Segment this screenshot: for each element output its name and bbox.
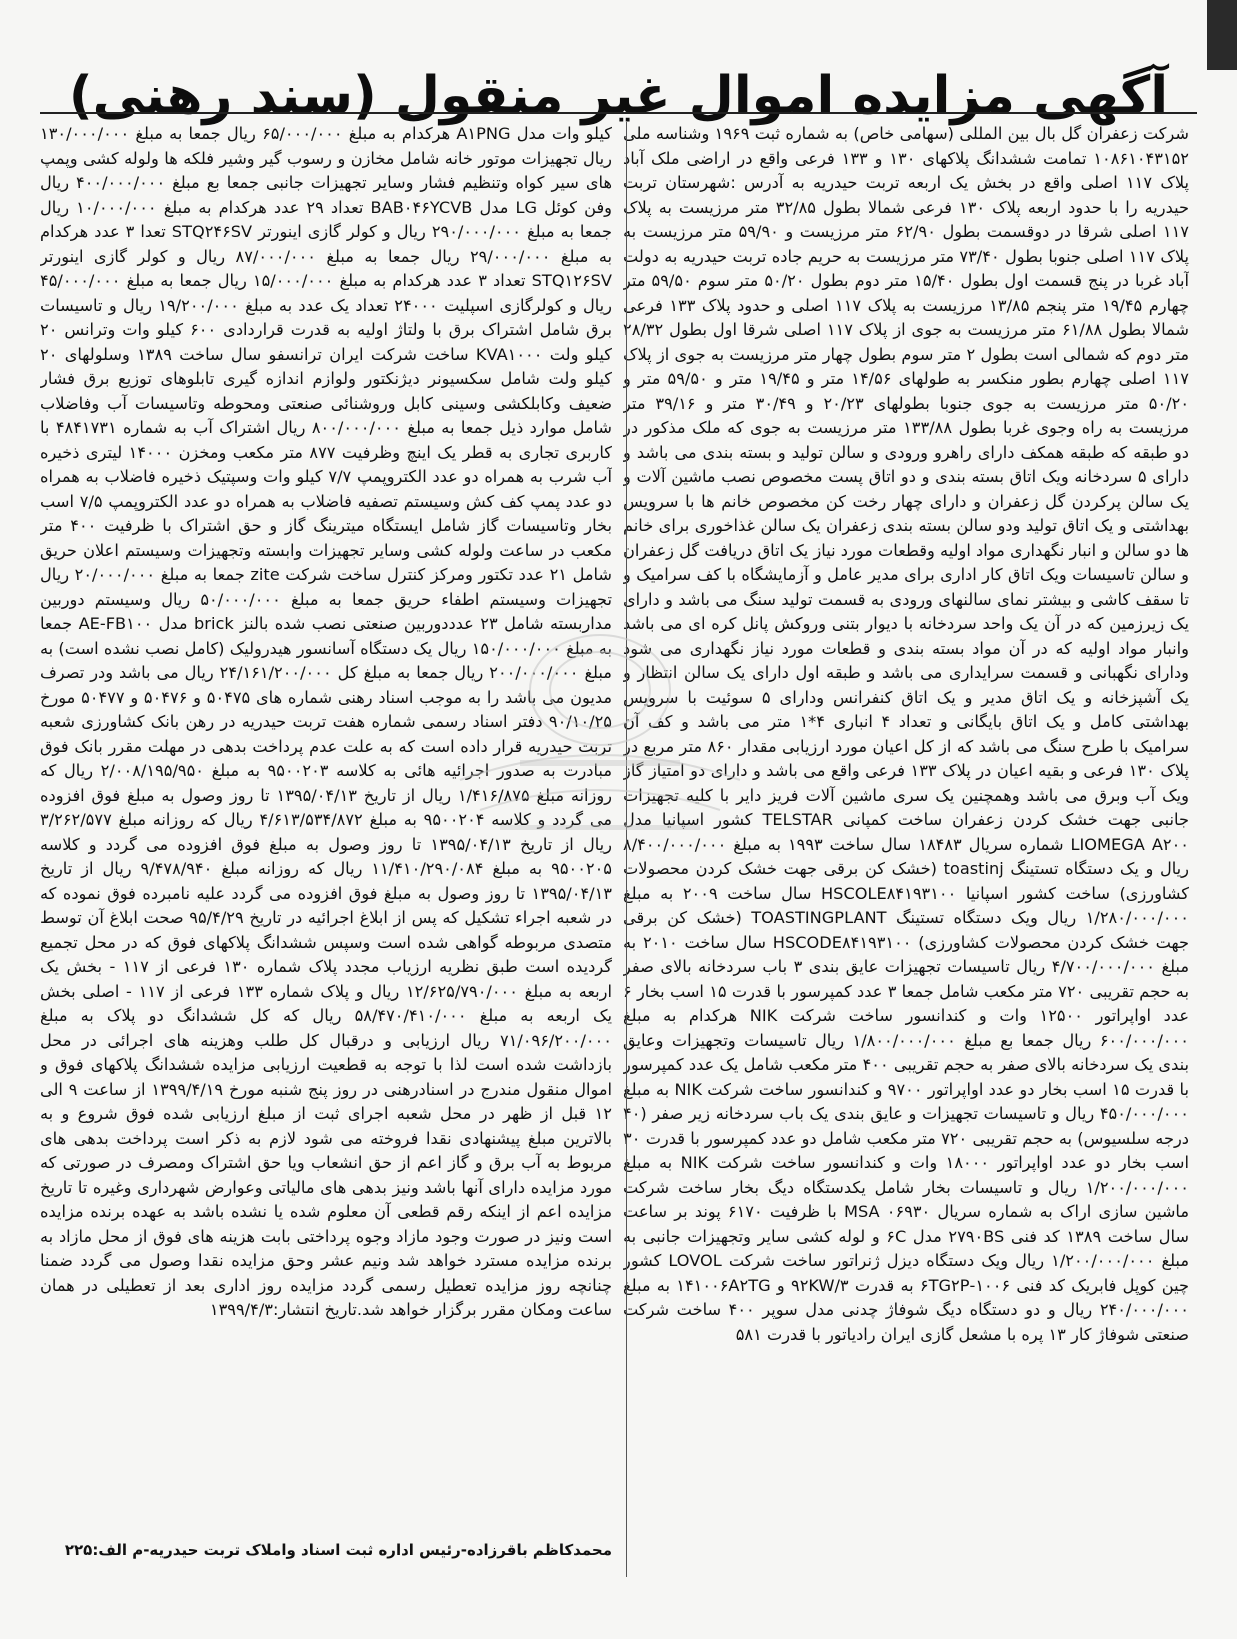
- notice-body-left: کیلو وات مدل A۱PNG هرکدام به مبلغ ۶۵/۰۰۰/۰۰۰ ریال جمعا به مبلغ ۱۳۰/۰۰۰/۰۰۰ ریال تجهیزات موتور خانه شامل مخازن و رسوب گیر وشیر فلکه ها ولوله کشی وپمپ های سیر کواه وتنظیم فشار وسایر تجهیزات جانبی جمعا بع مبلغ ۴۰۰/۰۰۰/۰۰۰ ریال وفن کوئل LG مدل BAB۰۴۶YCVB تعداد ۲۹ عدد هرکدام به مبلغ ۱۰/۰۰۰/۰۰۰ ریال جمعا به مبلغ ۲۹۰/۰۰۰/۰۰۰ ریال و کولر گازی اینورتر STQ۲۴۶SV تعدا ۳ عدد هرکدام به مبلغ ۲۹/۰۰۰/۰۰۰ ریال جمعا به مبلغ ۸۷/۰۰۰/۰۰۰ ریال و کولر گازی اینورتر STQ۱۲۶SV تعداد ۳ عدد هرکدام به مبلغ ۱۵/۰۰۰/۰۰۰ ریال جمعا به مبلغ ۴۵/۰۰۰/۰۰۰ ریال و کولرگازی اسپلیت ۲۴۰۰۰ تعداد یک عدد به مبلغ ۱۹/۲۰۰/۰۰۰ ریال و تاسیسات برق شامل اشتراک برق با ولتاژ اولیه به قدرت قراردادی ۶۰۰ کیلو وات وترانس ۲۰ کیلو ولت KVA۱۰۰۰ ساخت شرکت ایران ترانسفو سال ساخت ۱۳۸۹ وسلولهای ۲۰ کیلو ولت شامل سکسیونر دیژنکتور ولوازم اندازه گیری تابلوهای توزیع برق فشار ضعیف وکابلکشی وسینی کابل وروشنائی صنعتی ومحوطه وتاسیسات آب وفاضلاب شامل موارد ذیل جمعا به مبلغ ۸۰۰/۰۰۰/۰۰۰ ریال اشتراک آب به شماره ۴۸۴۱۷۳۱ با کاربری تجاری به قطر یک اینچ وظرفیت ۸۷۷ متر مکعب ومخزن ۱۴۰۰۰ لیتری ذخیره آب شرب به همراه دو عدد الکتروپمپ ۷/۷ کیلو وات وسپتیک ذخیره فاضلاب به همراه دو عدد پمپ کف کش وسیستم تصفیه فاضلاب به همراه دو عدد الکتروپمپ ۷/۵ اسب بخار وتاسیسات گاز شامل ایستگاه میترینگ گاز و حق اشتراک با ظرفیت ۴۰۰ متر مکعب در ساعت ولوله کشی وسایر تجهیزات وابسته وتجهیزات وسیستم اعلان حریق شامل ۲۱ عدد تکتور ومرکز کنترل ساخت شرکت zite جمعا به مبلغ ۲۰/۰۰۰/۰۰۰ ریال تجهیزات وسیستم اطفاء حریق جمعا به مبلغ ۵۰/۰۰۰/۰۰۰ ریال وسیستم دوربین مداربسته شامل ۲۳ عدددوربین صنعتی نصب شده بالنز brick مدل AE-FB۱۰۰ جمعا به مبلغ ۱۵۰/۰۰۰/۰۰۰ ریال یک دستگاه آسانسور هیدرولیک (کامل نصب نشده است) به مبلغ ۲۰۰/۰۰۰/۰۰۰ ریال جمعا به مبلغ کل ۲۴/۱۶۱/۲۰۰/۰۰۰ ریال می باشد ودر تصرف مدیون می باشد را به موجب اسناد رهنی شماره های ۵۰۴۷۵ و ۵۰۴۷۶ و ۵۰۴۷۷ مورخ ۹۰/۱۰/۲۵ دفتر اسناد رسمی شماره هفت تربت حیدریه در رهن بانک کشاورزی شعبه تربت حیدریه قرار داده است که به علت عدم پرداخت بدهی در مهلت مقرر بانک فوق مبادرت به صدور اجرائیه هائی به کلاسه ۹۵۰۰۲۰۳ به مبلغ ۲/۰۰۸/۱۹۵/۹۵۰ ریال که روزانه مبلغ ۱/۴۱۶/۸۷۵ ریال از تاریخ ۱۳۹۵/۰۴/۱۳ تا روز وصول به مبلغ فوق افزوده می گردد و کلاسه ۹۵۰۰۲۰۴ به مبلغ ۴/۶۱۳/۵۳۴/۸۷۲ ریال که روزانه مبلغ ۳/۲۶۲/۵۷۷ ریال از تاریخ ۱۳۹۵/۰۴/۱۳ تا روز وصول به مبلغ فوق افزوده می گردد و کلاسه ۹۵۰۰۲۰۵ به مبلغ ۱۱/۴۱۰/۲۹۰/۰۸۴ ریال که روزانه مبلغ ۹/۴۷۸/۹۴۰ ریال از تاریخ ۱۳۹۵/۰۴/۱۳ تا روز وصول به مبلغ فوق افزوده می گردد علیه نامبرده فوق نموده که در شعبه اجراء تشکیل که پس از ابلاغ اجرائیه در تاریخ ۹۵/۴/۲۹ صحت ابلاغ آن توسط متصدی مربوطه گواهی شده است وسپس ششدانگ پلاکهای فوق که در محل تجمیع گردیده است طبق نظریه ارزیاب مجدد پلاک شماره ۱۳۰ فرعی از ۱۱۷ - بخش یک اربعه به مبلغ ۱۲/۶۲۵/۷۹۰/۰۰۰ ریال و پلاک شماره ۱۳۳ فرعی از ۱۱۷ - اصلی بخش یک اربعه به مبلغ ۵۸/۴۷۰/۴۱۰/۰۰۰ ریال که کل ششدانگ دو پلاک به مبلغ ۷۱/۰۹۶/۲۰۰/۰۰۰ ریال ارزیابی و درقبال کل طلب وهزینه های اجرائی در محل بازداشت شده است لذا با توجه به قطعیت ارزیابی مزایده ششدانگ پلاکهای فوق و اموال منقول مندرج در اسنادرهنی در روز پنج شنبه مورخ ۱۳۹۹/۴/۱۹ از ساعت ۹ الی ۱۲ قبل از ظهر در محل شعبه اجرای ثبت از مبلغ ارزیابی شده فوق شروع و به بالاترین مبلغ پیشنهادی نقدا فروخته می شود لازم به ذکر است پرداخت بدهی های مربوط به آب برق و گاز اعم از حق انشعاب ویا حق اشتراک ومصرف در صورتی که مورد مزایده دارای آنها باشد ونیز بدهی های مالیاتی وعوارض شهرداری وغیره تا تاریخ مزایده اعم از اینکه رقم قطعی آن معلوم شده یا نشده باشد به عهده برنده مزایده است ونیز در صورت وجود مازاد وجوه پرداختی بابت هزینه های فوق از محل مازاد به برنده مزایده مسترد خواهد شد ونیم عشر وحق مزایده نقدا وصول می گردد ضمنا چنانچه روز مزایده تعطیل رسمی گردد مزایده روز اداری بعد از تعطیلی در همان ساعت ومکان مقرر برگزار خواهد شد.تاریخ انتشار:۱۳۹۹/۴/۳: [40, 124, 612, 1319]
- column-divider: [626, 122, 627, 1577]
- notice-column-left: [40, 122, 612, 1522]
- scan-edge-shadow: [1207, 0, 1237, 70]
- title-divider: [40, 112, 1197, 114]
- notice-signature: محمدکاظم باقرزاده-رئیس اداره ثبت اسناد واملاک تربت حیدریه-م الف:۲۲۵: [64, 1541, 612, 1559]
- notice-body-right: شرکت زعفران گل بال بین المللی (سهامی خاص) به شماره ثبت ۱۹۶۹ وشناسه ملی ۱۰۸۶۱۰۴۳۱۵۲ تمامت ششدانگ پلاکهای ۱۳۰ و ۱۳۳ فرعی واقع در اراضی ملک آباد پلاک ۱۱۷ اصلی واقع در بخش یک اربعه تربت حیدریه به آدرس :شهرستان تربت حیدریه را با حدود اربعه پلاک ۱۳۰ فرعی شمالا بطول ۳۲/۸۵ متر مرزیست به پلاک ۱۱۷ اصلی شرقا در دوقسمت بطول ۶۲/۹۰ متر مرزیست و ۵۹/۹۰ متر مرزیست به پلاک ۱۱۷ اصلی جنوبا بطول ۷۳/۴۰ متر مرزیست به حریم جاده تربت حیدریه به دولت آباد غربا در پنج قسمت اول بطول ۱۵/۴۰ متر دوم بطول ۵۰/۲۰ متر سوم ۵۹/۵۰ متر چهارم ۱۹/۴۵ متر پنجم ۱۳/۸۵ مرزیست به پلاک ۱۱۷ اصلی و حدود پلاک ۱۳۳ فرعی شمالا بطول ۶۱/۸۸ متر مرزیست به جوی از پلاک ۱۱۷ اصلی شرقا اول بطول ۲۸/۳۲ متر دوم که شمالی است بطول ۲ متر سوم بطول چهار متر مرزیست به جوی از پلاک ۱۱۷ اصلی چهارم بطور منکسر به طولهای ۱۴/۵۶ متر و ۱۹/۴۵ متر و ۵۹/۵۰ متر و ۵۰/۲۰ متر مرزیست به جوی جنوبا بطولهای ۲۰/۲۳ و ۳۰/۴۹ متر و ۳۹/۱۶ متر مرزیست به راه وجوی غربا بطول ۱۳۳/۸۸ متر مرزیست به جوی که ملک مذکور در دو طبقه که طبقه همکف دارای راهرو ورودی و سالن تولید و بسته بندی می باشد و دارای ۵ سردخانه ویک اتاق بسته بندی و دو اتاق پست مخصوص نصب ماشین آلات و یک سالن پرکردن گل زعفران و دارای چهار رخت کن مخصوص خانم ها با سرویس بهداشتی و یک اتاق تولید ودو سالن بسته بندی زعفران یک سالن غذاخوری برای خانم ها دو سالن و انبار نگهداری مواد اولیه وقطعات مورد نیاز یک اتاق دریافت گل زعفران و سالن تاسیسات ویک اتاق کار اداری برای مدیر عامل و آزمایشگاه با کف سرامیک و تا سقف کاشی و بیشتر نمای سالنهای ورودی به قسمت تولید سنگ می باشد و دارای یک زیرزمین که در آن یک واحد سردخانه با دیوار بتنی وروکش پانل کره ای می باشد وانبار مواد اولیه که در آن مواد بسته بندی و قطعات مورد نیاز نگهداری می شود ودارای نگهبانی و قسمت سرایداری می باشد و طبقه اول دارای یک سالن انتظار و یک آشپزخانه و یک اتاق مدیر و یک اتاق کنفرانس ودارای ۵ سوئیت با سرویس بهداشتی کامل و یک اتاق بایگانی و تعداد ۴ انباری ۴*۱ متر می باشد و کف آن سرامیک با طرح سنگ می باشد که از کل اعیان مورد ارزیابی مقدار ۸۶۰ متر مربع در پلاک ۱۳۰ فرعی و بقیه اعیان در پلاک ۱۳۳ فرعی واقع می باشد و دارای دو امتیاز گاز ویک آب وبرق می باشد وهمچنین یک سری ماشین آلات فریز دایر با کلیه تجهیزات جانبی جهت خشک کردن زعفران ساخت کمپانی TELSTAR کشور اسپانیا مدل LIOMEGA A۲۰۰ شماره سریال ۱۸۴۸۳ سال ساخت ۱۹۹۳ به مبلغ ۸/۴۰۰/۰۰۰/۰۰۰ ریال و یک دستگاه تستینگ toastinj (خشک کن برقی جهت خشک کردن محصولات کشاورزی) ساخت کشور اسپانیا HSCOLE۸۴۱۹۳۱۰۰ سال ساخت ۲۰۰۹ به مبلغ ۱/۲۸۰/۰۰۰/۰۰۰ ریال ویک دستگاه تستینگ TOASTINGPLANT (خشک کن برقی جهت خشک کردن محصولات کشاورزی) HSCODE۸۴۱۹۳۱۰۰ سال ساخت ۲۰۱۰ به مبلغ ۴/۷۰۰/۰۰۰/۰۰۰ ریال تاسیسات تجهیزات عایق بندی ۳ باب سردخانه بالای صفر به حجم تقریبی ۷۲۰ متر مکعب شامل جمعا ۳ عدد کمپرسور با قدرت ۱۵ اسب بخار ۶ عدد اواپراتور ۱۲۵۰۰ وات و کندانسور ساخت شرکت NIK هرکدام به مبلغ ۶۰۰/۰۰۰/۰۰۰ ریال جمعا بع مبلغ ۱/۸۰۰/۰۰۰/۰۰۰ ریال تاسیسات وتجهیزات وعایق بندی یک سردخانه بالای صفر به حجم تقریبی ۴۰۰ متر مکعب شامل یک عدد کمپرسور با قدرت ۱۵ اسب بخار دو عدد اواپراتور ۹۷۰۰ و کندانسور ساخت شرکت NIK به مبلغ ۴۵۰/۰۰۰/۰۰۰ ریال و تاسیسات تجهیزات و عایق بندی یک باب سردخانه زیر صفر (۴۰ درجه سلسیوس) به حجم تقریبی ۷۲۰ متر مکعب شامل دو عدد کمپرسور با قدرت ۳۰ اسب بخار دو عدد اواپراتور ۱۸۰۰۰ وات و کندانسور ساخت شرکت NIK به مبلغ ۱/۲۰۰/۰۰۰/۰۰۰ ریال و تاسیسات بخار شامل یکدستگاه دیگ بخار ساخت شرکت ماشین سازی اراک به شماره سریال MSA ۰۶۹۳۰ با ظرفیت ۶۱۷۰ پوند بر ساعت سال ساخت ۱۳۸۹ کد فنی ۲۷۹۰BS مدل ۶C و لوله کشی سایر وتجهیزات جانبی به مبلغ ۱/۲۰۰/۰۰۰/۰۰۰ ریال ویک دستگاه دیزل ژنراتور ساخت شرکت LOVOL کشور چین کوپل فابریک کد فنی ۱۰۰۶-۶TG۲P به قدرت ۹۲KW/۳ و ۱۴۱۰۰۶A۲TG به مبلغ ۲۴۰/۰۰۰/۰۰۰ ریال و دو دستگاه دیگ شوفاژ چدنی مدل سوپر ۴۰۰ ساخت شرکت صنعتی شوفاژ کار ۱۳ پره با مشعل گازی ایران رادیاتور با قدرت ۵۸۱: [623, 124, 1189, 1344]
- notice-column-right: [623, 122, 1189, 1577]
- notice-title: آگهی مزایده اموال غیر منقول (سند رهنی): [68, 65, 1169, 126]
